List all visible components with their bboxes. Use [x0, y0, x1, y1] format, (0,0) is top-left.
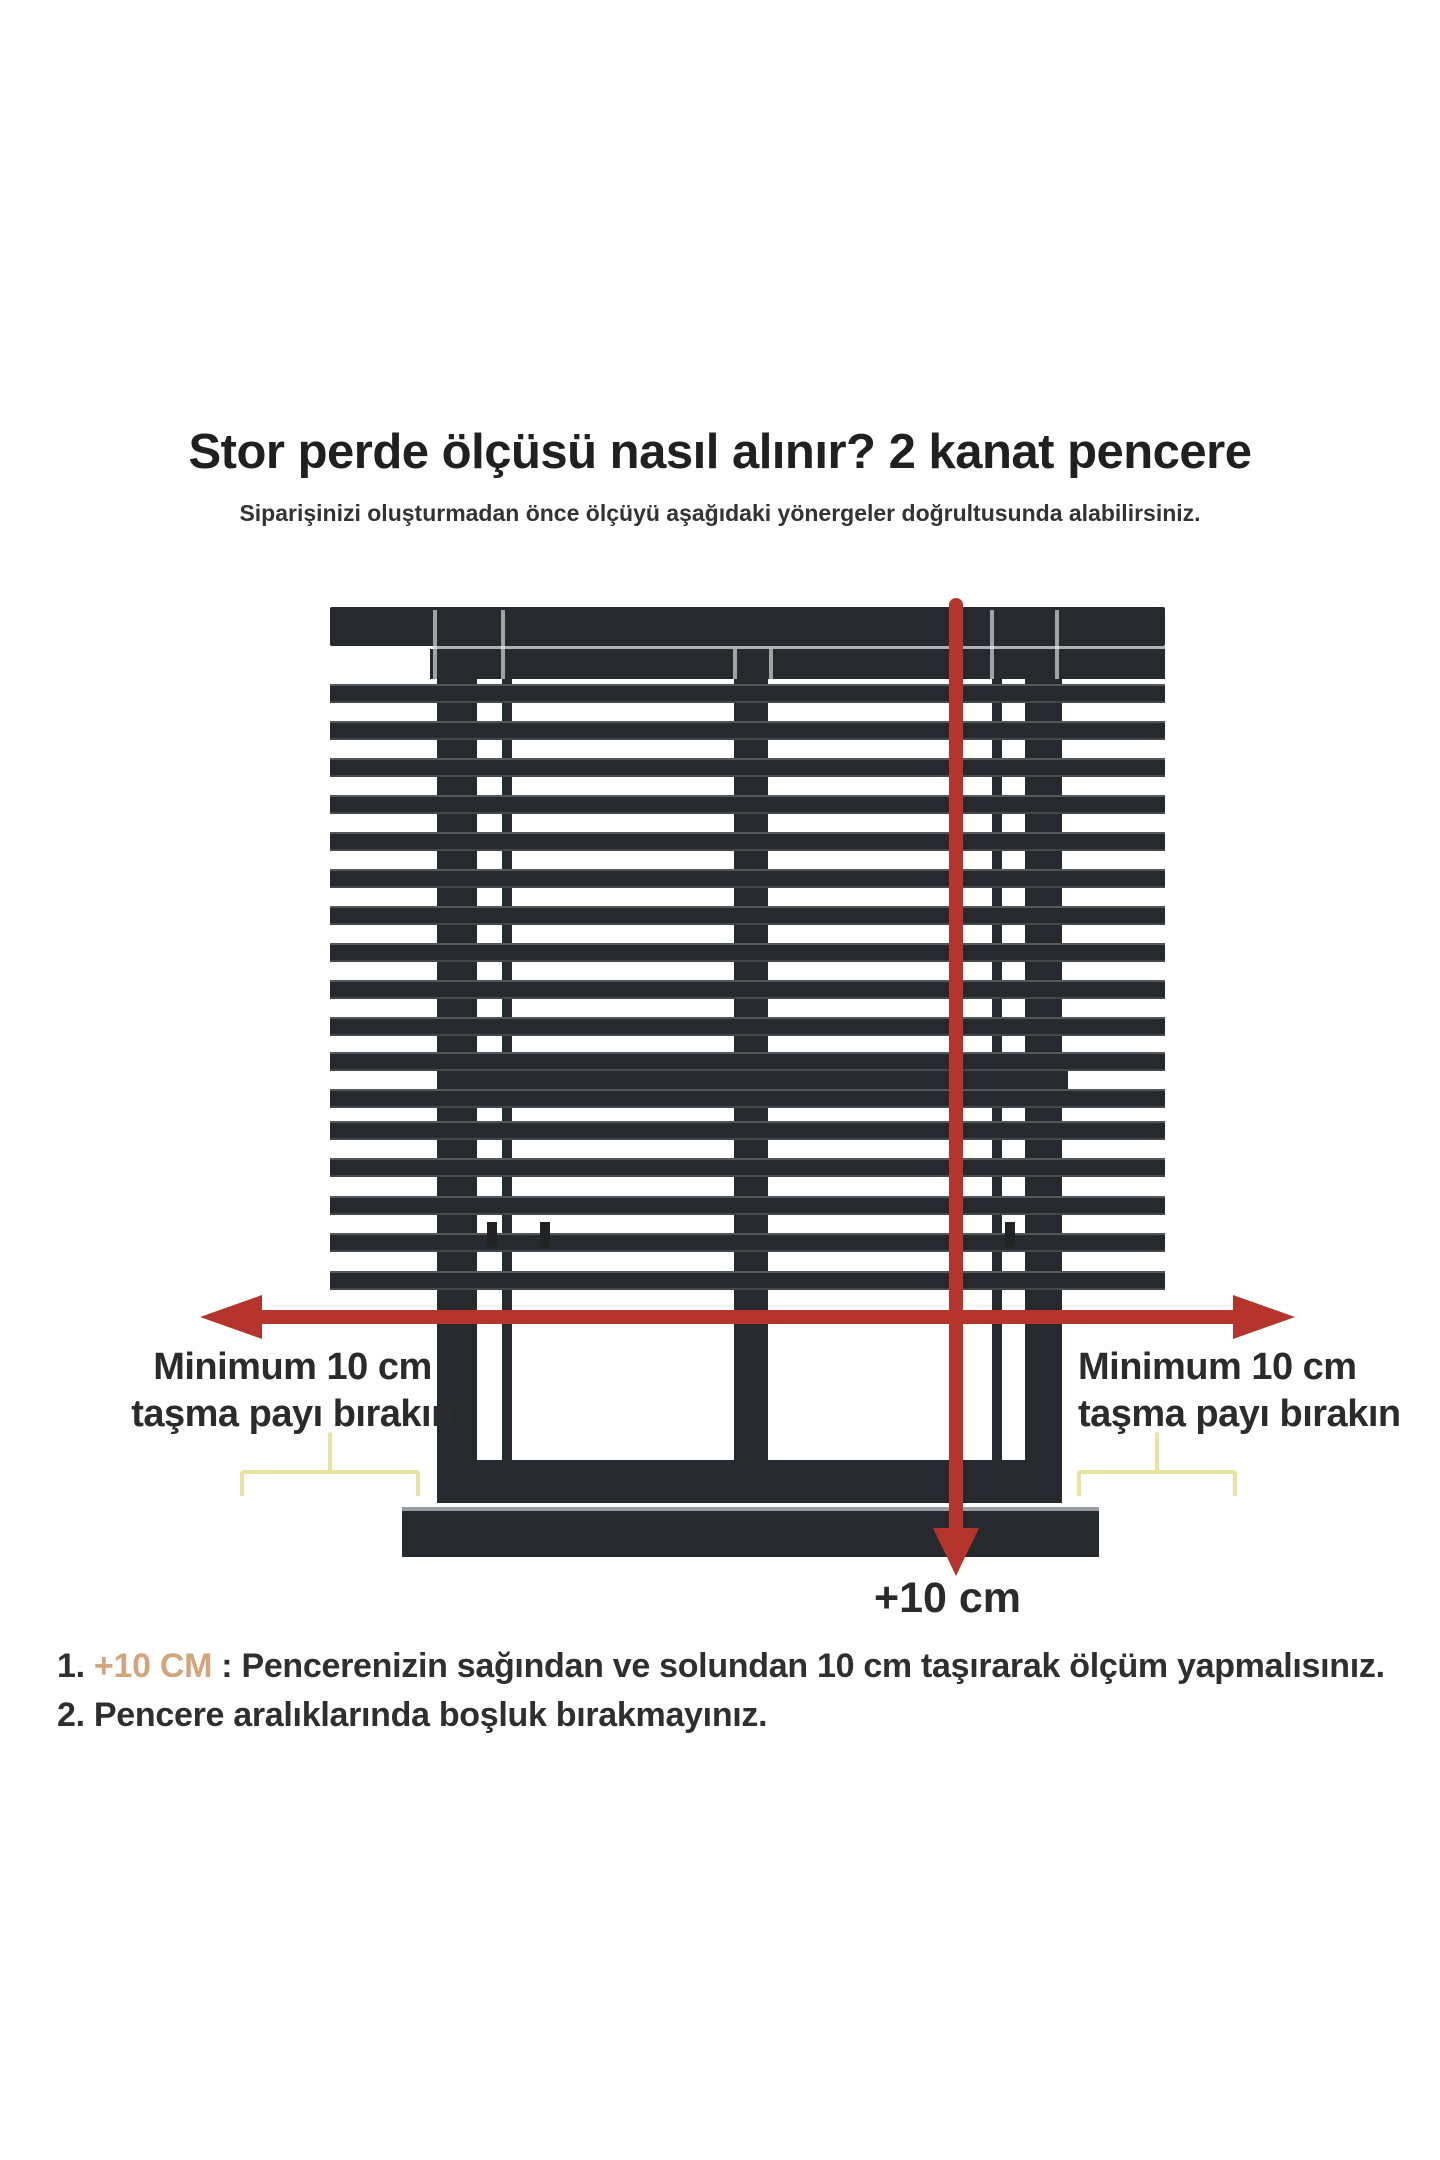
arrow-left-head-icon [200, 1295, 262, 1339]
blind-cord-tassel [487, 1222, 497, 1248]
instruction-notes [57, 1642, 1397, 1740]
blind-cord-tassel [1005, 1222, 1015, 1248]
window-sill [402, 1507, 1099, 1557]
blind-slat [330, 906, 1165, 925]
blind-headrail [330, 607, 1165, 646]
blind-slat [330, 869, 1165, 888]
blind-slat [330, 1121, 1165, 1140]
blind-slat [330, 1271, 1165, 1290]
blind-cord [769, 649, 773, 679]
right-measure-label [1078, 1344, 1440, 1438]
blind-slat [330, 1089, 1165, 1108]
blind-slat [330, 1017, 1165, 1036]
brace-stem [328, 1432, 332, 1472]
blind-cord [1055, 610, 1059, 679]
brace-span [240, 1470, 420, 1496]
page-subtitle: Siparişinizi oluşturmadan önce ölçüyü aşağıdaki yönergeler doğrultusunda alabilirsiniz. [239, 500, 1201, 526]
blind-cord [433, 610, 437, 679]
blind-slat [330, 943, 1165, 962]
blind-cord [990, 610, 994, 679]
note-1-accent: +10 CM [93, 1647, 213, 1685]
blind-cord [733, 649, 737, 679]
blind-slat [330, 1196, 1165, 1215]
note-1-number: 1. [57, 1647, 85, 1685]
blind-slat [330, 1233, 1165, 1252]
blind-slat [330, 832, 1165, 851]
height-measure-arrow [949, 598, 963, 1530]
right-measure-line1: Minimum 10 cm [1078, 1346, 1357, 1388]
blind-cord-tassel [540, 1222, 550, 1248]
blind-slat [330, 980, 1165, 999]
blind-slat [330, 684, 1165, 703]
window-bottom-rail [437, 1460, 1062, 1503]
blind-slat [330, 721, 1165, 740]
width-measure-arrow [250, 1310, 1250, 1324]
note-item-2: 2. Pencere aralıklarında boşluk bırakmayınız. [57, 1696, 768, 1734]
left-measure-line2: taşma payı bırakın [131, 1393, 454, 1435]
brace-stem [1155, 1432, 1159, 1472]
blind-slat [330, 758, 1165, 777]
blind-slat [330, 795, 1165, 814]
right-measure-line2: taşma payı bırakın [1078, 1393, 1401, 1435]
blind-slat [330, 1052, 1165, 1071]
right-overhang-brace [1077, 1432, 1237, 1494]
bottom-measure-label: +10 cm [873, 1574, 1022, 1622]
note-item-1 [57, 1642, 1397, 1691]
page-title: Stor perde ölçüsü nasıl alınır? 2 kanat pencere [188, 425, 1252, 479]
brace-span [1077, 1470, 1237, 1496]
left-measure-line1: Minimum 10 cm [153, 1346, 432, 1388]
arrow-right-head-icon [1233, 1295, 1295, 1339]
arrow-down-head-icon [933, 1528, 979, 1576]
blind-slat [330, 1158, 1165, 1177]
blind-cord [501, 610, 505, 679]
left-measure-label [100, 1344, 485, 1438]
left-overhang-brace [240, 1432, 420, 1494]
note-1-text: : Pencerenizin sağından ve solundan 10 cm taşırarak ölçüm yapmalısınız. [221, 1647, 1385, 1685]
